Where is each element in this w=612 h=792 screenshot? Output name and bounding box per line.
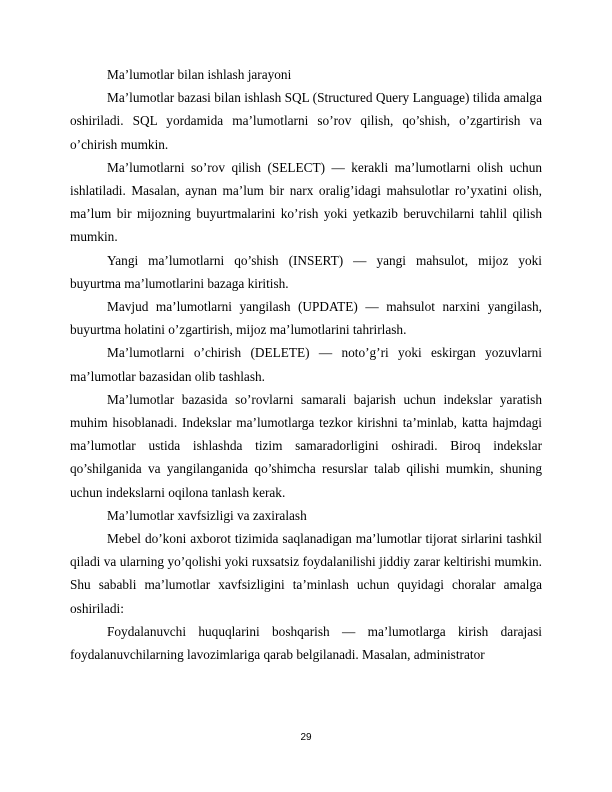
paragraph-insert: Yangi ma’lumotlarni qo’shish (INSERT) — yangi mahsulot, mijoz yoki buyurtma ma’lumotlarini bazaga kiritish. [70, 252, 542, 291]
paragraph-delete: Ma’lumotlarni o’chirish (DELETE) — noto’g’ri yoki eskirgan yozuvlarni ma’lumotlar bazasidan olib tashlash. [70, 345, 542, 384]
paragraph-select: Ma’lumotlarni so’rov qilish (SELECT) — kerakli ma’lumotlarni olish uchun ishlatiladi. Masalan, aynan ma’lum bir narx oralig’idagi mahsulotlar ro’yxatini olish, ma’lum bir mijozning buyurtmalarini ko’rish yoki yetkazib beruvchilarni tahlil qilish mumkin. [70, 159, 542, 245]
paragraph-indexes: Ma’lumotlar bazasida so’rovlarni samarali bajarish uchun indekslar yaratish muhim hisoblanadi. Indekslar ma’lumotlarga tezkor kirishni ta’minlab, katta hajmdagi ma’lumotlar ustida ishlashda tizim samaradorligini oshiradi. Biroq indekslar qo’shilganida va yangilanganida qo’shimcha resurslar talab qilishi mumkin, shuning uchun indekslarni oqilona tanlash kerak. [70, 391, 542, 500]
paragraph-update: Mavjud ma’lumotlarni yangilash (UPDATE) — mahsulot narxini yangilash, buyurtma holatini o’zgartirish, mijoz ma’lumotlarini tahrirlash. [70, 299, 542, 338]
page-number: 29 [300, 732, 312, 743]
paragraph-security-intro: Mebel do’koni axborot tizimida saqlanadigan ma’lumotlar tijorat sirlarini tashkil qiladi va ularning yo’qolishi yoki ruxsatsiz foydalanilishi jiddiy zarar keltirishi mumkin. Shu sababli ma’lumotlar xavfsizligini ta’minlash uchun quyidagi choralar amalga oshiriladi: [70, 531, 542, 616]
section-heading-security: Ma’lumotlar xavfsizligi va zaxiralash [107, 507, 307, 523]
section-heading-data-processing: Ma’lumotlar bilan ishlash jarayoni [107, 67, 292, 82]
document-body [70, 63, 542, 666]
paragraph-user-rights: Foydalanuvchi huquqlarini boshqarish — ma’lumotlarga kirish darajasi foydalanuvchilarning lavozimlariga qarab belgilanadi. Masalan, administrator [70, 623, 542, 663]
paragraph-sql-intro: Ma’lumotlar bazasi bilan ishlash SQL (Structured Query Language) tilida amalga oshiriladi. SQL yordamida ma’lumotlarni so’rov qilish, qo’shish, o’zgartirish va o’chirish mumkin. [70, 90, 542, 152]
